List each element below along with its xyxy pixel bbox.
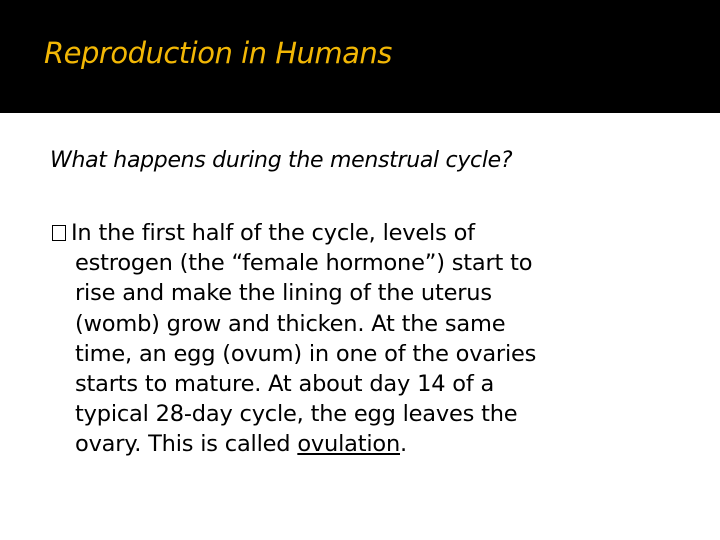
bullet-paragraph xyxy=(52,218,692,460)
title-bar xyxy=(0,0,720,113)
body-line-3: rise and make the lining of the uterus xyxy=(75,280,492,307)
body-line-6: starts to mature. At about day 14 of a xyxy=(75,371,495,398)
slide-subtitle: What happens during the menstrual cycle? xyxy=(50,148,513,173)
body-line-2: estrogen (the “female hormone”) start to xyxy=(75,250,533,277)
ovulation-term: ovulation xyxy=(297,431,401,458)
body-line-8-text: ovary. This is called xyxy=(75,431,298,458)
body-line-1-text: In the first half of the cycle, levels of xyxy=(71,220,475,246)
slide-title: Reproduction in Humans xyxy=(44,36,392,70)
body-line-7: typical 28-day cycle, the egg leaves the xyxy=(75,401,518,428)
square-bullet-icon xyxy=(52,225,66,241)
closing-period: . xyxy=(400,431,407,458)
body-line-8 xyxy=(52,429,692,459)
body-line-4: (womb) grow and thicken. At the same xyxy=(75,310,506,337)
body-line-1 xyxy=(52,218,692,248)
body-line-5: time, an egg (ovum) in one of the ovaries xyxy=(75,340,537,367)
